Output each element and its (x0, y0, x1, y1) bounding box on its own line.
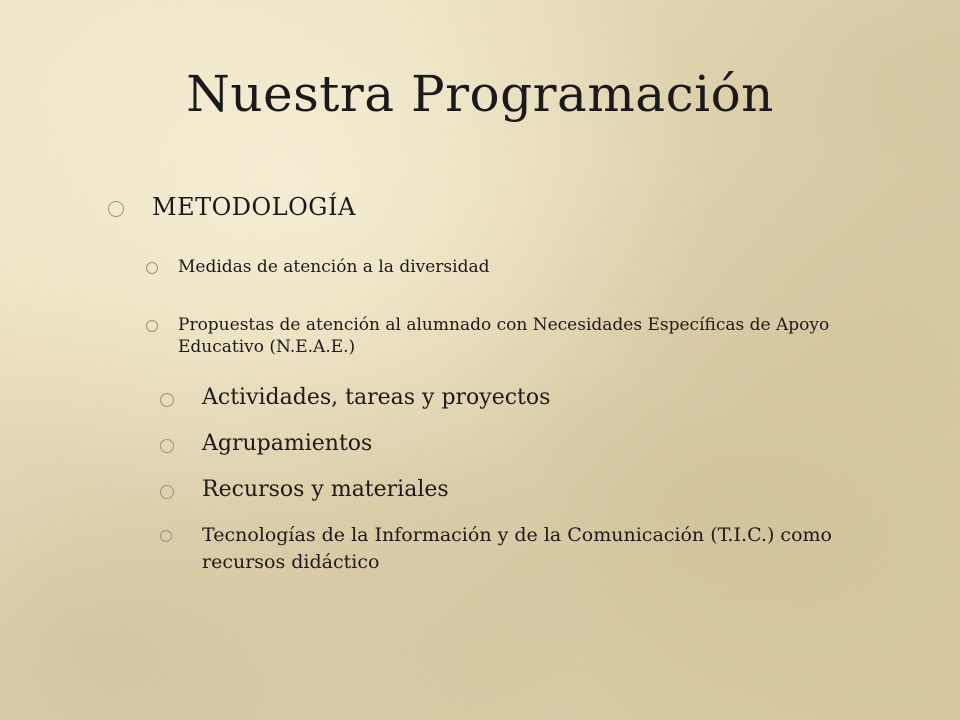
list-item (146, 256, 838, 278)
list-item-text: Agrupamientos (202, 431, 373, 456)
list-item (160, 476, 449, 505)
list-item-text: Tecnologías de la Información y de la Comunicación (T.I.C.) como recursos didáctico (202, 524, 832, 573)
slide-title: Nuestra Programación (186, 65, 774, 123)
circle-bullet-icon (160, 439, 174, 453)
circle-bullet-icon (160, 485, 174, 499)
list-item-text: Propuestas de atención al alumnado con Necesidades Específicas de Apoyo Educativo (N.E.A.E.) (178, 315, 830, 358)
list-item-text: Medidas de atención a la diversidad (178, 257, 490, 277)
circle-bullet-icon (146, 262, 158, 274)
list-item-text: Recursos y materiales (202, 477, 449, 502)
list-item (160, 522, 862, 575)
section-label: METODOLOGÍA (152, 193, 356, 221)
circle-bullet-icon (146, 320, 158, 332)
circle-bullet-icon (160, 393, 174, 407)
circle-bullet-icon (108, 201, 124, 217)
list-item (160, 384, 550, 413)
list-item-text: Actividades, tareas y proyectos (202, 385, 551, 410)
circle-bullet-icon (160, 530, 172, 542)
section-metodologia (108, 192, 356, 223)
list-item (160, 430, 372, 459)
list-item (146, 314, 838, 358)
